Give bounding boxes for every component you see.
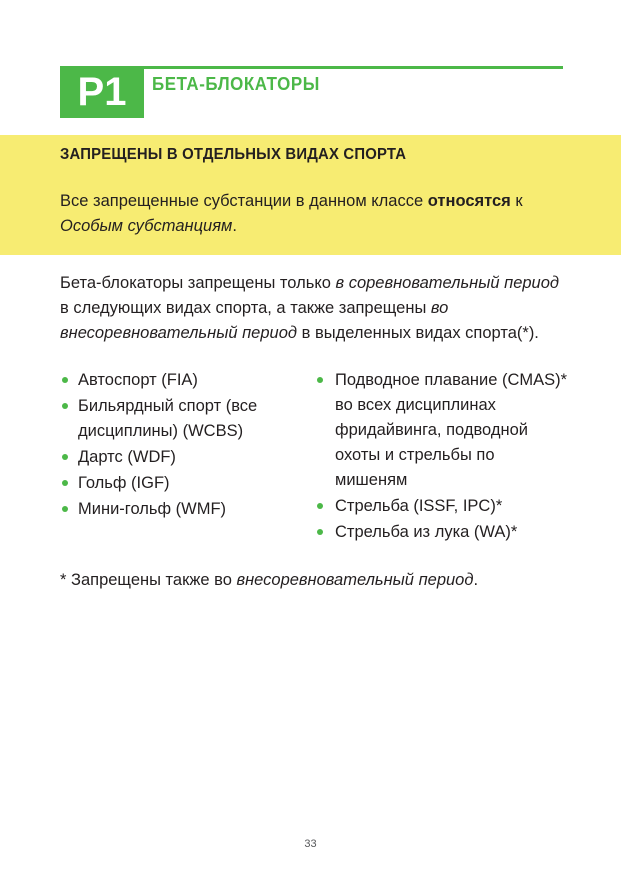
intro-text-2: в следующих видах спорта, а также запрещены xyxy=(60,299,431,317)
intro-paragraph xyxy=(60,271,565,346)
bullet-icon xyxy=(62,377,68,383)
callout-body-italic: Особым субстанциям xyxy=(60,217,233,235)
intro-text-1: Бета-блокаторы запрещены только xyxy=(60,274,336,292)
list-item-label: Стрельба из лука (WA)* xyxy=(335,523,518,541)
section-title: БЕТА-БЛОКАТОРЫ xyxy=(152,74,320,94)
section-code-badge: P1 xyxy=(60,66,144,118)
page-number: 33 xyxy=(304,838,317,850)
list-item-label: Подводное плавание (CMAS)* во всех дисциплинах фридайвинга, подводной охоты и стрельбы по мишеням xyxy=(335,371,568,489)
bullet-icon xyxy=(317,529,323,535)
list-item-label: Дартс (WDF) xyxy=(78,448,176,466)
list-item xyxy=(60,368,315,393)
list-item xyxy=(60,497,315,522)
list-item-label: Стрельба (ISSF, IPC)* xyxy=(335,497,503,515)
list-item-label: Мини-гольф (WMF) xyxy=(78,500,227,518)
list-item xyxy=(315,494,570,519)
bullet-icon xyxy=(317,377,323,383)
bullet-icon xyxy=(317,503,323,509)
footnote-text-1: * Запрещены также во xyxy=(60,571,237,589)
callout-body-text-3: . xyxy=(232,217,237,235)
intro-italic-1: в соревновательный период xyxy=(335,274,560,292)
bullet-icon xyxy=(62,480,68,486)
intro-italic-2: во внесоревновательный период xyxy=(60,299,449,342)
footnote-text-2: . xyxy=(473,571,479,589)
callout-heading: ЗАПРЕЩЕНЫ В ОТДЕЛЬНЫХ ВИДАХ СПОРТА xyxy=(60,146,407,163)
list-item xyxy=(60,445,315,470)
bullet-icon xyxy=(62,506,68,512)
footnote xyxy=(60,568,565,593)
status-callout xyxy=(0,135,621,255)
sport-list-left xyxy=(60,368,315,522)
callout-body-text-2: к xyxy=(510,192,523,210)
list-item xyxy=(315,368,570,493)
list-item-label: Автоспорт (FIA) xyxy=(78,371,198,389)
list-item-label: Бильярдный спорт (все дисциплины) (WCBS) xyxy=(78,397,258,440)
sport-list-right-column xyxy=(315,368,570,546)
sport-list-right xyxy=(315,368,570,545)
list-item xyxy=(60,471,315,496)
callout-body xyxy=(60,189,565,239)
sport-lists xyxy=(60,368,570,546)
bullet-icon xyxy=(62,403,68,409)
bullet-icon xyxy=(62,454,68,460)
intro-text-3: в выделенных видах спорта(*). xyxy=(297,324,539,342)
sport-list-left-column xyxy=(60,368,315,546)
callout-body-text-1: Все запрещенные субстанции в данном классе xyxy=(60,192,428,210)
callout-body-emphasis: относятся xyxy=(427,192,511,210)
section-header xyxy=(0,58,621,120)
list-item xyxy=(60,394,315,444)
list-item-label: Гольф (IGF) xyxy=(78,474,170,492)
footnote-italic: внесоревновательный период xyxy=(236,571,474,589)
list-item xyxy=(315,520,570,545)
